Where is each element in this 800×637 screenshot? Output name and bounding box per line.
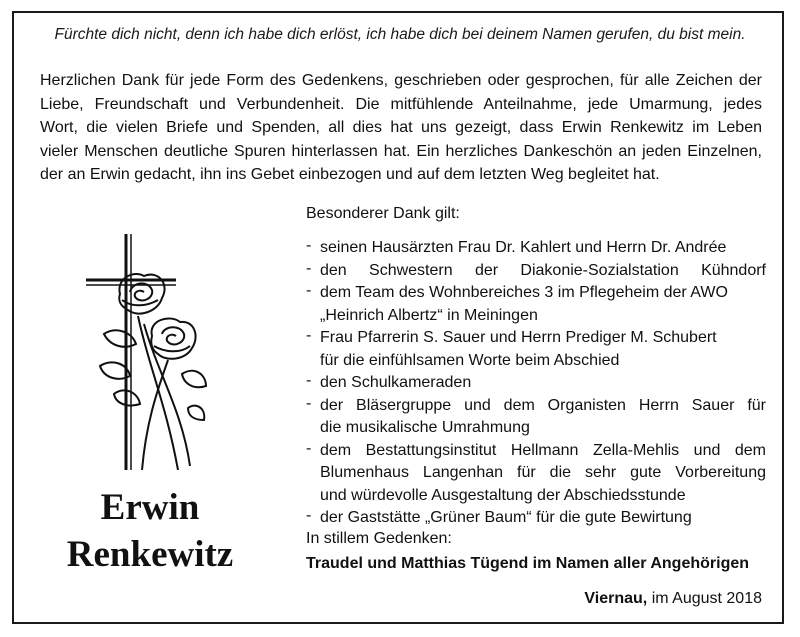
signoff-heading: In stillem Gedenken: <box>306 530 452 547</box>
signoff-section <box>306 528 749 576</box>
list-item <box>306 327 766 372</box>
paragraph-line: vieler Menschen deutliche Spuren hinterlassen hat. Ein herzliches Dankeschön an jeden Einzelnen, <box>40 142 762 160</box>
list-item-line: Blumenhaus Langenhan für die sehr gute Vorbereitung <box>320 464 766 481</box>
dash-bullet: - <box>306 327 312 344</box>
special-thanks-list <box>306 237 766 530</box>
list-item-line: für die einfühlsamen Worte beim Abschied <box>320 351 620 369</box>
list-item-line: und würdevolle Ausgestaltung der Abschiedsstunde <box>320 486 686 504</box>
special-thanks-heading: Besonderer Dank gilt: <box>306 205 460 222</box>
list-item-line: seinen Hausärzten Frau Dr. Kahlert und Herrn Dr. Andrée <box>320 239 727 256</box>
list-item-line: die musikalische Umrahmung <box>320 419 530 436</box>
list-item-line: der Gaststätte „Grüner Baum“ für die gute Bewirtung <box>320 509 692 526</box>
dash-bullet: - <box>306 394 312 412</box>
dash-bullet: - <box>306 259 312 277</box>
dash-bullet: - <box>306 372 312 389</box>
special-thanks-section <box>306 203 766 530</box>
thank-you-paragraph <box>40 69 762 187</box>
list-item <box>306 372 766 395</box>
date: im August 2018 <box>651 590 762 607</box>
list-item-line: den Schwestern der Diakonie-Sozialstation Kühndorf <box>320 261 766 279</box>
deceased-last-name: Renkewitz <box>66 534 234 575</box>
dash-bullet: - <box>306 507 312 524</box>
list-item <box>306 440 766 508</box>
paragraph-line: Liebe, Freundschaft und Verbundenheit. Die mitfühlende Anteilnahme, jede Umarmung, jedes <box>40 95 762 113</box>
list-item-line: Frau Pfarrerin S. Sauer und Herrn Prediger M. Schubert <box>320 329 717 346</box>
paragraph-line: der an Erwin gedacht, ihn ins Gebet einbezogen und auf dem letzten Weg begleitet hat. <box>40 166 660 183</box>
place: Viernau, <box>584 590 648 607</box>
list-item-line: den Schulkameraden <box>320 374 472 391</box>
dash-bullet: - <box>306 237 312 254</box>
dash-bullet: - <box>306 282 312 299</box>
paragraph-line: Herzlichen Dank für jede Form des Gedenkens, geschrieben oder gesprochen, für alle Zeichen der <box>40 72 762 89</box>
list-item <box>306 507 766 530</box>
list-item-line: dem Bestattungsinstitut Hellmann Zella-Mehlis und dem <box>320 441 766 459</box>
bible-verse: Fürchte dich nicht, denn ich habe dich erlöst, ich habe dich bei deinem Namen gerufen, du bist mein. <box>54 26 746 43</box>
paragraph-line: Wort, die vielen Briefe und Spenden, all dies hat uns gezeigt, dass Erwin Renkewitz im Leben <box>40 119 762 136</box>
cross-with-roses-icon <box>86 234 210 470</box>
list-item-line: der Bläsergruppe und dem Organisten Herrn Sauer für <box>320 396 766 414</box>
list-item <box>306 282 766 327</box>
list-item <box>306 395 766 440</box>
list-item <box>306 237 766 260</box>
place-and-date <box>584 590 762 608</box>
list-item-line: „Heinrich Albertz“ in Meiningen <box>320 306 538 324</box>
deceased-first-name: Erwin <box>100 487 200 528</box>
list-item <box>306 260 766 283</box>
mourners-names: Traudel und Matthias Tügend im Namen aller Angehörigen <box>306 555 750 572</box>
dash-bullet: - <box>306 439 312 457</box>
list-item-line: dem Team des Wohnbereiches 3 im Pflegeheim der AWO <box>320 284 728 301</box>
